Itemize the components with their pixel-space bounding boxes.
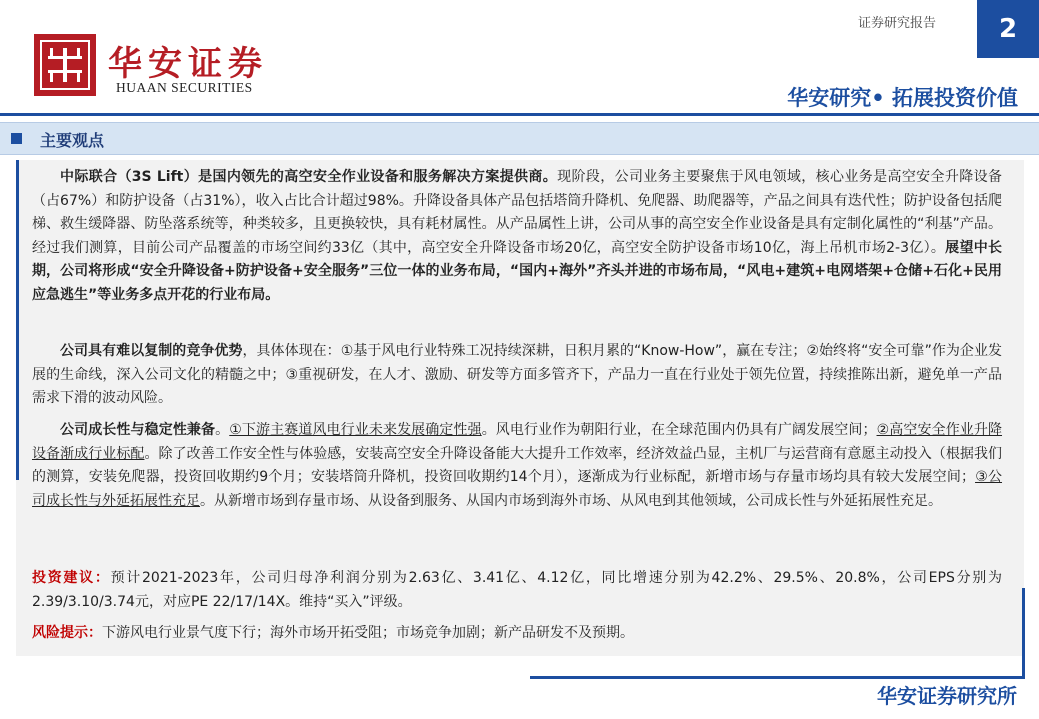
growth-point-3: ③公司成长性与外延拓展性充足 — [32, 469, 1003, 509]
square-bullet-icon — [11, 133, 22, 144]
risk-warning — [32, 622, 1002, 646]
left-accent-line — [16, 160, 19, 480]
overview-outlook: 展望中长期，公司将形成“安全升降设备+防护设备+安全服务”三位一体的业务布局，“国内+海外”齐头并进的市场布局，“风电+建筑+电网塔架+仓储+石化+民用应急逃生”等业务多点开花的行业布局。 — [32, 239, 1003, 303]
growth-text-1: 。风电行业作为朝阳行业，在全球范围内仍具有广阔发展空间； — [481, 422, 877, 438]
section-title: 主要观点 — [40, 131, 105, 150]
logo-english-name: HUAAN SECURITIES — [116, 80, 253, 95]
header-divider — [0, 113, 1039, 116]
footer-institute: 华安证券研究所 — [877, 684, 1017, 708]
report-type-label: 证券研究报告 — [858, 16, 937, 31]
growth-point-1: ①下游主赛道风电行业未来发展确定性强 — [229, 422, 482, 438]
risk-label: 风险提示： — [32, 625, 102, 641]
paragraph-company-overview — [32, 166, 1002, 308]
advantage-body: ，具体体现在：①基于风电行业特殊工况持续深耕，日积月累的“Know-How”，赢在专注；②始终将“安全可靠”作为企业发展的生命线，深入公司文化的精髓之中；③重视研发，在人才、激励、研发等方面多管齐下，产品力一直在行业处于领先位置，持续推陈出新，避免单一产品需求下滑的波动风险。 — [32, 343, 1002, 407]
section-header — [0, 122, 1039, 155]
investment-label: 投资建议： — [32, 570, 111, 586]
risk-text: 下游风电行业景气度下行；海外市场开拓受阻；市场竞争加剧；新产品研发不及预期。 — [102, 625, 634, 641]
investment-text: 预计2021-2023年，公司归母净利润分别为2.63亿、3.41亿、4.12亿，同比增速分别为42.2%、29.5%、20.8%，公司EPS分别为2.39/3.10/3.74元，对应PE 22/17/14X。维持“买入”评级。 — [32, 570, 1003, 610]
company-logo-icon — [34, 34, 96, 96]
right-accent-line — [1022, 588, 1025, 678]
growth-text-3: 。从新增市场到存量市场、从设备到服务、从国内市场到海外市场、从风电到其他领域，公司成长性与外延拓展性充足。 — [200, 492, 942, 509]
header-slogan: 华安研究• 拓展投资价值 — [787, 86, 1018, 110]
growth-text-2: 。除了改善工作安全性与体验感，安装高空安全升降设备能大大提升工作效率，经济效益凸显，主机厂与运营商有意愿主动投入（根据我们的测算，安装免爬器，投资回收期约9个月；安装塔筒升降机，投资回收期约14个月），逐渐成为行业标配，新增市场与存量市场均具有较大发展空间； — [32, 445, 1003, 486]
paragraph-competitive-advantage — [32, 340, 1002, 411]
bottom-accent-line — [530, 676, 1025, 679]
overview-body: 现阶段，公司业务主要聚焦于风电领域，核心业务是高空安全升降设备（占67%）和防护设备（占31%），收入占比合计超过98%。升降设备具体产品包括塔筒升降机、免爬器、助爬器等，产品之间具有迭代性；防护设备包括爬梯、救生缓降器、防坠落系统等，种类较多，且更换较快，具有耗材属性。从产品属性上讲，公司从事的高空安全作业设备是具有定制化属性的“利基”产品。经过我们测算，目前公司产品覆盖的市场空间约33亿（其中，高空安全升降设备市场20亿，高空安全防护设备市场10亿，海上吊机市场2-3亿）。 — [32, 169, 1002, 256]
growth-lead: 公司成长性与稳定性兼备 — [60, 422, 216, 438]
paragraph-growth-stability — [32, 419, 1002, 513]
advantage-lead: 公司具有难以复制的竞争优势 — [60, 343, 243, 359]
page-number: 2 — [977, 0, 1039, 58]
growth-sep: 。 — [215, 422, 230, 438]
investment-recommendation — [32, 567, 1002, 614]
overview-lead: 中际联合（3S Lift）是国内领先的高空安全作业设备和服务解决方案提供商。 — [60, 169, 558, 185]
logo-chinese-name: 华安证券 — [108, 44, 268, 84]
growth-point-2: ②高空安全作业升降设备渐成行业标配 — [32, 422, 1003, 462]
